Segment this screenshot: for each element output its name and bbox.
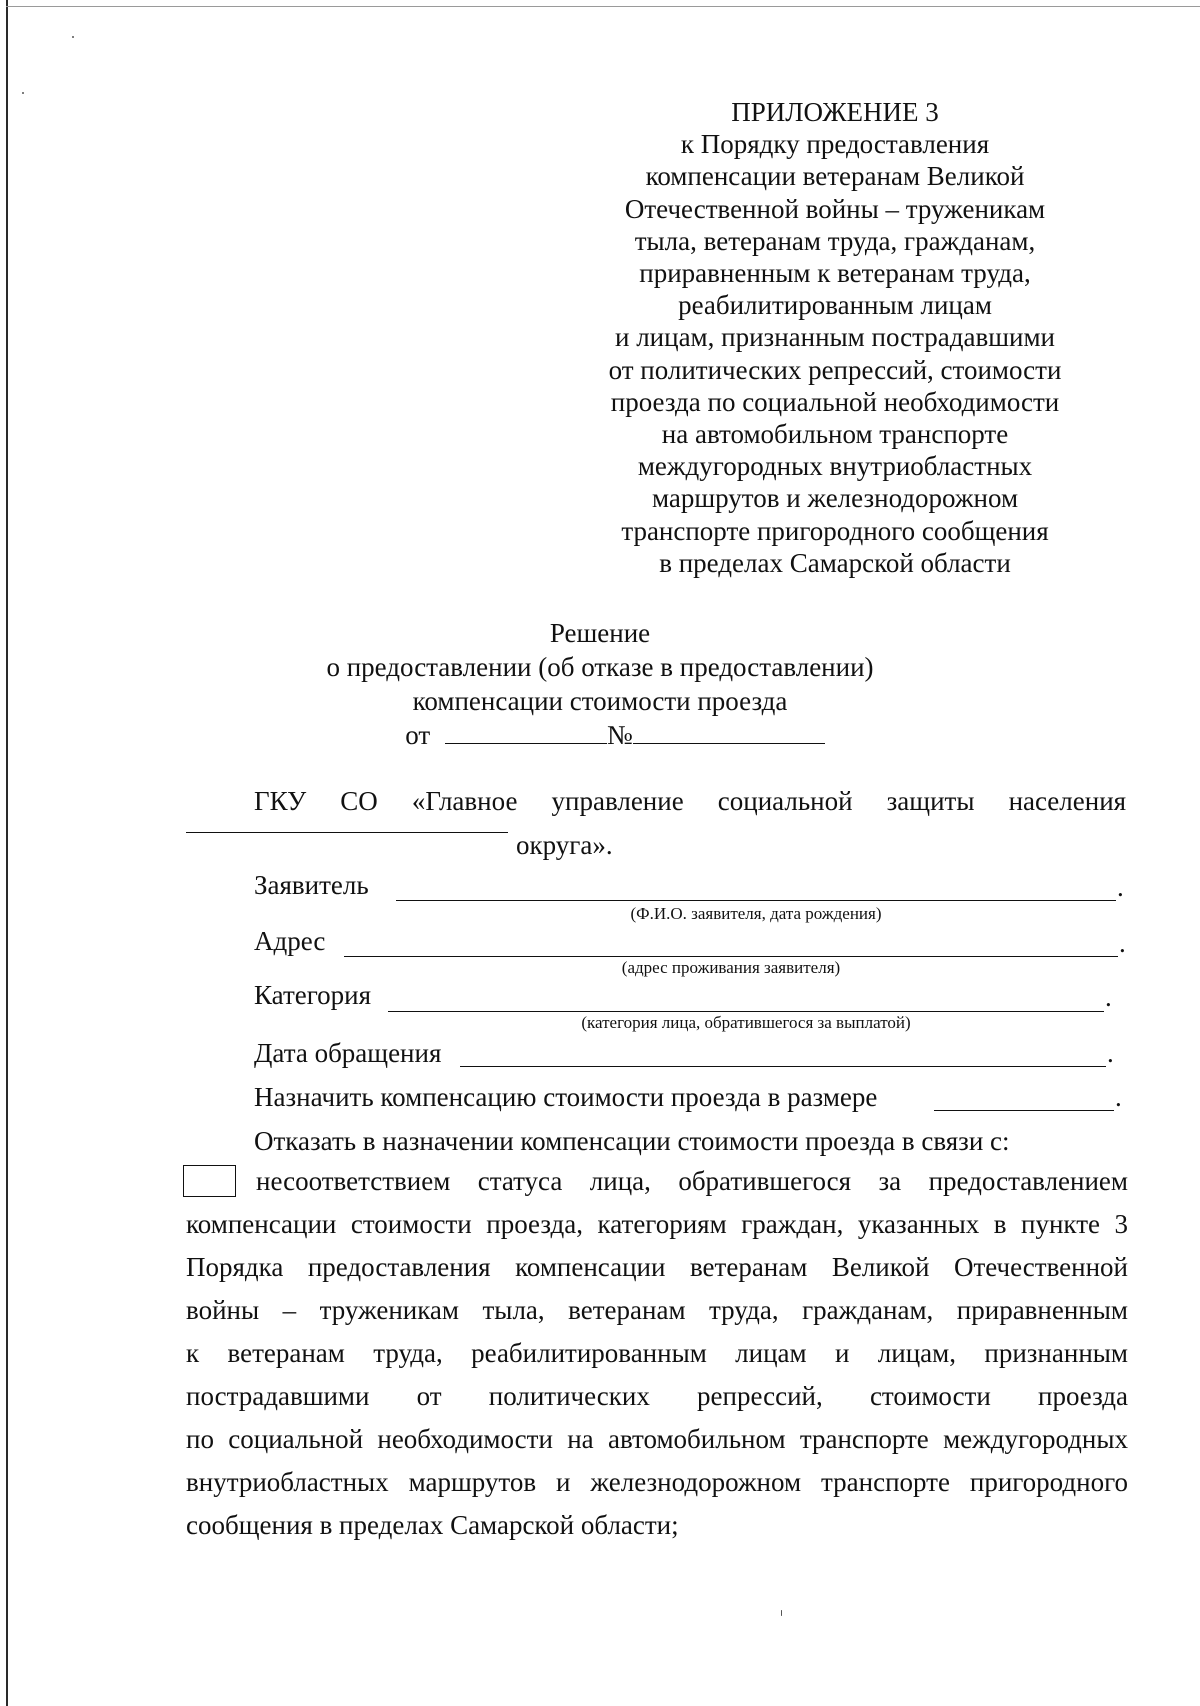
- decision-date-number-line: [230, 718, 970, 752]
- decision-subtitle: компенсации стоимости проезда: [412, 686, 788, 716]
- refusal-line: пострадавшими от политических репрессий, стоимости проезда: [186, 1381, 1128, 1411]
- applicant-field[interactable]: [396, 874, 1116, 901]
- scan-page-edge: [6, 0, 8, 1706]
- appendix-header: [580, 96, 1090, 579]
- assign-label: Назначить компенсацию стоимости проезда в размере: [254, 1082, 878, 1112]
- appendix-line: к Порядку предоставления: [680, 129, 990, 160]
- appendix-line: маршрутов и железнодорожном: [651, 483, 1019, 514]
- appendix-line: ПРИЛОЖЕНИЕ 3: [731, 97, 939, 127]
- appendix-line: компенсации ветеранам Великой: [645, 161, 1025, 192]
- scan-speck: [72, 36, 74, 38]
- institution-word: защиты: [886, 786, 975, 816]
- address-hint: (адрес проживания заявителя): [621, 958, 841, 977]
- assign-amount-field[interactable]: [934, 1086, 1114, 1111]
- category-hint: (категория лица, обратившегося за выплатой): [581, 1013, 911, 1032]
- appendix-line: реабилитированным лицам: [678, 290, 992, 321]
- appendix-line: в пределах Самарской области: [659, 547, 1011, 578]
- applicant-label: Заявитель: [254, 870, 369, 900]
- applicant-dot: .: [1117, 872, 1124, 902]
- appendix-line: Отечественной войны – труженикам: [624, 193, 1046, 224]
- scan-speck: [781, 1610, 782, 1616]
- district-suffix: округа».: [516, 830, 613, 860]
- refusal-reason-checkbox[interactable]: [183, 1165, 236, 1197]
- institution-line: [254, 786, 1126, 817]
- institution-word: ГКУ: [254, 786, 307, 816]
- appendix-line: от политических репрессий, стоимости: [608, 354, 1062, 385]
- appendix-line: проезда по социальной необходимости: [610, 386, 1060, 417]
- number-blank[interactable]: [633, 721, 825, 744]
- appendix-line: на автомобильном транспорте: [661, 419, 1009, 450]
- request-date-dot: .: [1107, 1038, 1114, 1068]
- assign-dot: .: [1115, 1082, 1122, 1112]
- refusal-line: к ветеранам труда, реабилитированным лицам и лицам, признанным: [186, 1338, 1128, 1368]
- decision-subtitle: о предоставлении (об отказе в предоставлении): [326, 652, 874, 682]
- refusal-line: по социальной необходимости на автомобильном транспорте междугородных: [186, 1424, 1128, 1454]
- refusal-line: сообщения в пределах Самарской области;: [186, 1510, 679, 1540]
- request-date-field[interactable]: [460, 1040, 1106, 1067]
- institution-word: «Главное: [411, 786, 518, 816]
- category-label: Категория: [254, 980, 371, 1010]
- refusal-line: компенсации стоимости проезда, категориям граждан, указанных в пункте 3: [186, 1209, 1128, 1239]
- institution-word: СО: [340, 786, 378, 816]
- category-field[interactable]: [388, 985, 1104, 1012]
- date-label: от: [405, 720, 431, 750]
- scan-speck: [22, 92, 24, 94]
- category-dot: .: [1105, 982, 1112, 1012]
- address-label: Адрес: [254, 926, 326, 956]
- appendix-line: приравненным к ветеранам труда,: [639, 258, 1031, 289]
- decision-title-block: [230, 616, 970, 752]
- address-field[interactable]: [344, 930, 1118, 957]
- district-blank[interactable]: [186, 832, 508, 833]
- appendix-line: транспорте пригородного сообщения: [621, 515, 1049, 546]
- request-date-label: Дата обращения: [254, 1038, 442, 1068]
- refusal-line: войны – труженикам тыла, ветеранам труда, гражданам, приравненным: [186, 1295, 1128, 1325]
- applicant-hint: (Ф.И.О. заявителя, дата рождения): [630, 904, 882, 923]
- appendix-line: междугородных внутриобластных: [637, 451, 1033, 482]
- date-blank[interactable]: [445, 721, 607, 744]
- institution-word: социальной: [717, 786, 853, 816]
- refusal-intro: Отказать в назначении компенсации стоимости проезда в связи с:: [254, 1126, 1010, 1156]
- number-label: №: [606, 720, 633, 750]
- scan-page-top-edge: [6, 6, 1200, 7]
- refusal-line: Порядка предоставления компенсации ветеранам Великой Отечественной: [186, 1252, 1128, 1282]
- refusal-line: несоответствием статуса лица, обратившегося за предоставлением: [256, 1166, 1128, 1196]
- decision-title: Решение: [549, 618, 651, 648]
- address-dot: .: [1119, 928, 1126, 958]
- appendix-line: и лицам, признанным пострадавшими: [615, 322, 1055, 353]
- institution-word: населения: [1008, 786, 1127, 816]
- institution-word: управление: [551, 786, 684, 816]
- refusal-line: внутриобластных маршрутов и железнодорожном транспорте пригородного: [186, 1467, 1128, 1497]
- appendix-line: тыла, ветеранам труда, гражданам,: [634, 225, 1036, 256]
